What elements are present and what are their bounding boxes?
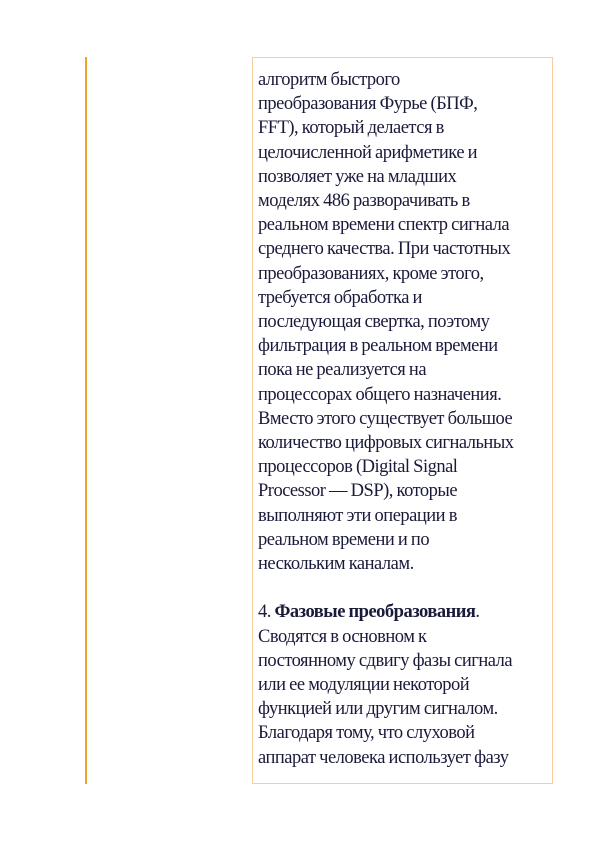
text-frame [252,57,553,784]
section-paragraph [258,600,548,769]
paragraph-gap [258,576,548,600]
section-title-period: . [475,602,480,623]
section-number: 4. [258,602,275,623]
left-margin-rule [85,57,87,784]
body-paragraph: алгоритм быстрого преобразования Фурье (БПФ, FFT), который делается в целочисленной арифметике и позволяет уже на младших моделях 486 разворачивать в реальном времени спектр сигнала среднего качества. При частотных преобразованиях, кроме этого, требуется обработка и последующая свертка, поэтому фильтрация в реальном времени пока не реализуется на процессорах общего назначения. Вместо этого существует большое количество цифровых сигнальных процессоров (Digital Signal Processor — DSP), которые выполняют эти операции в реальном времени и по нескольким каналам. [258,70,514,575]
section-title: Фазовые преобразования [274,602,476,623]
section-body: Сводятся в основном к постоянному сдвигу фазы сигнала или ее модуляции некоторой функцией или другим сигналом. Благодаря тому, что слуховой аппарат человека использует фазу [258,626,513,768]
